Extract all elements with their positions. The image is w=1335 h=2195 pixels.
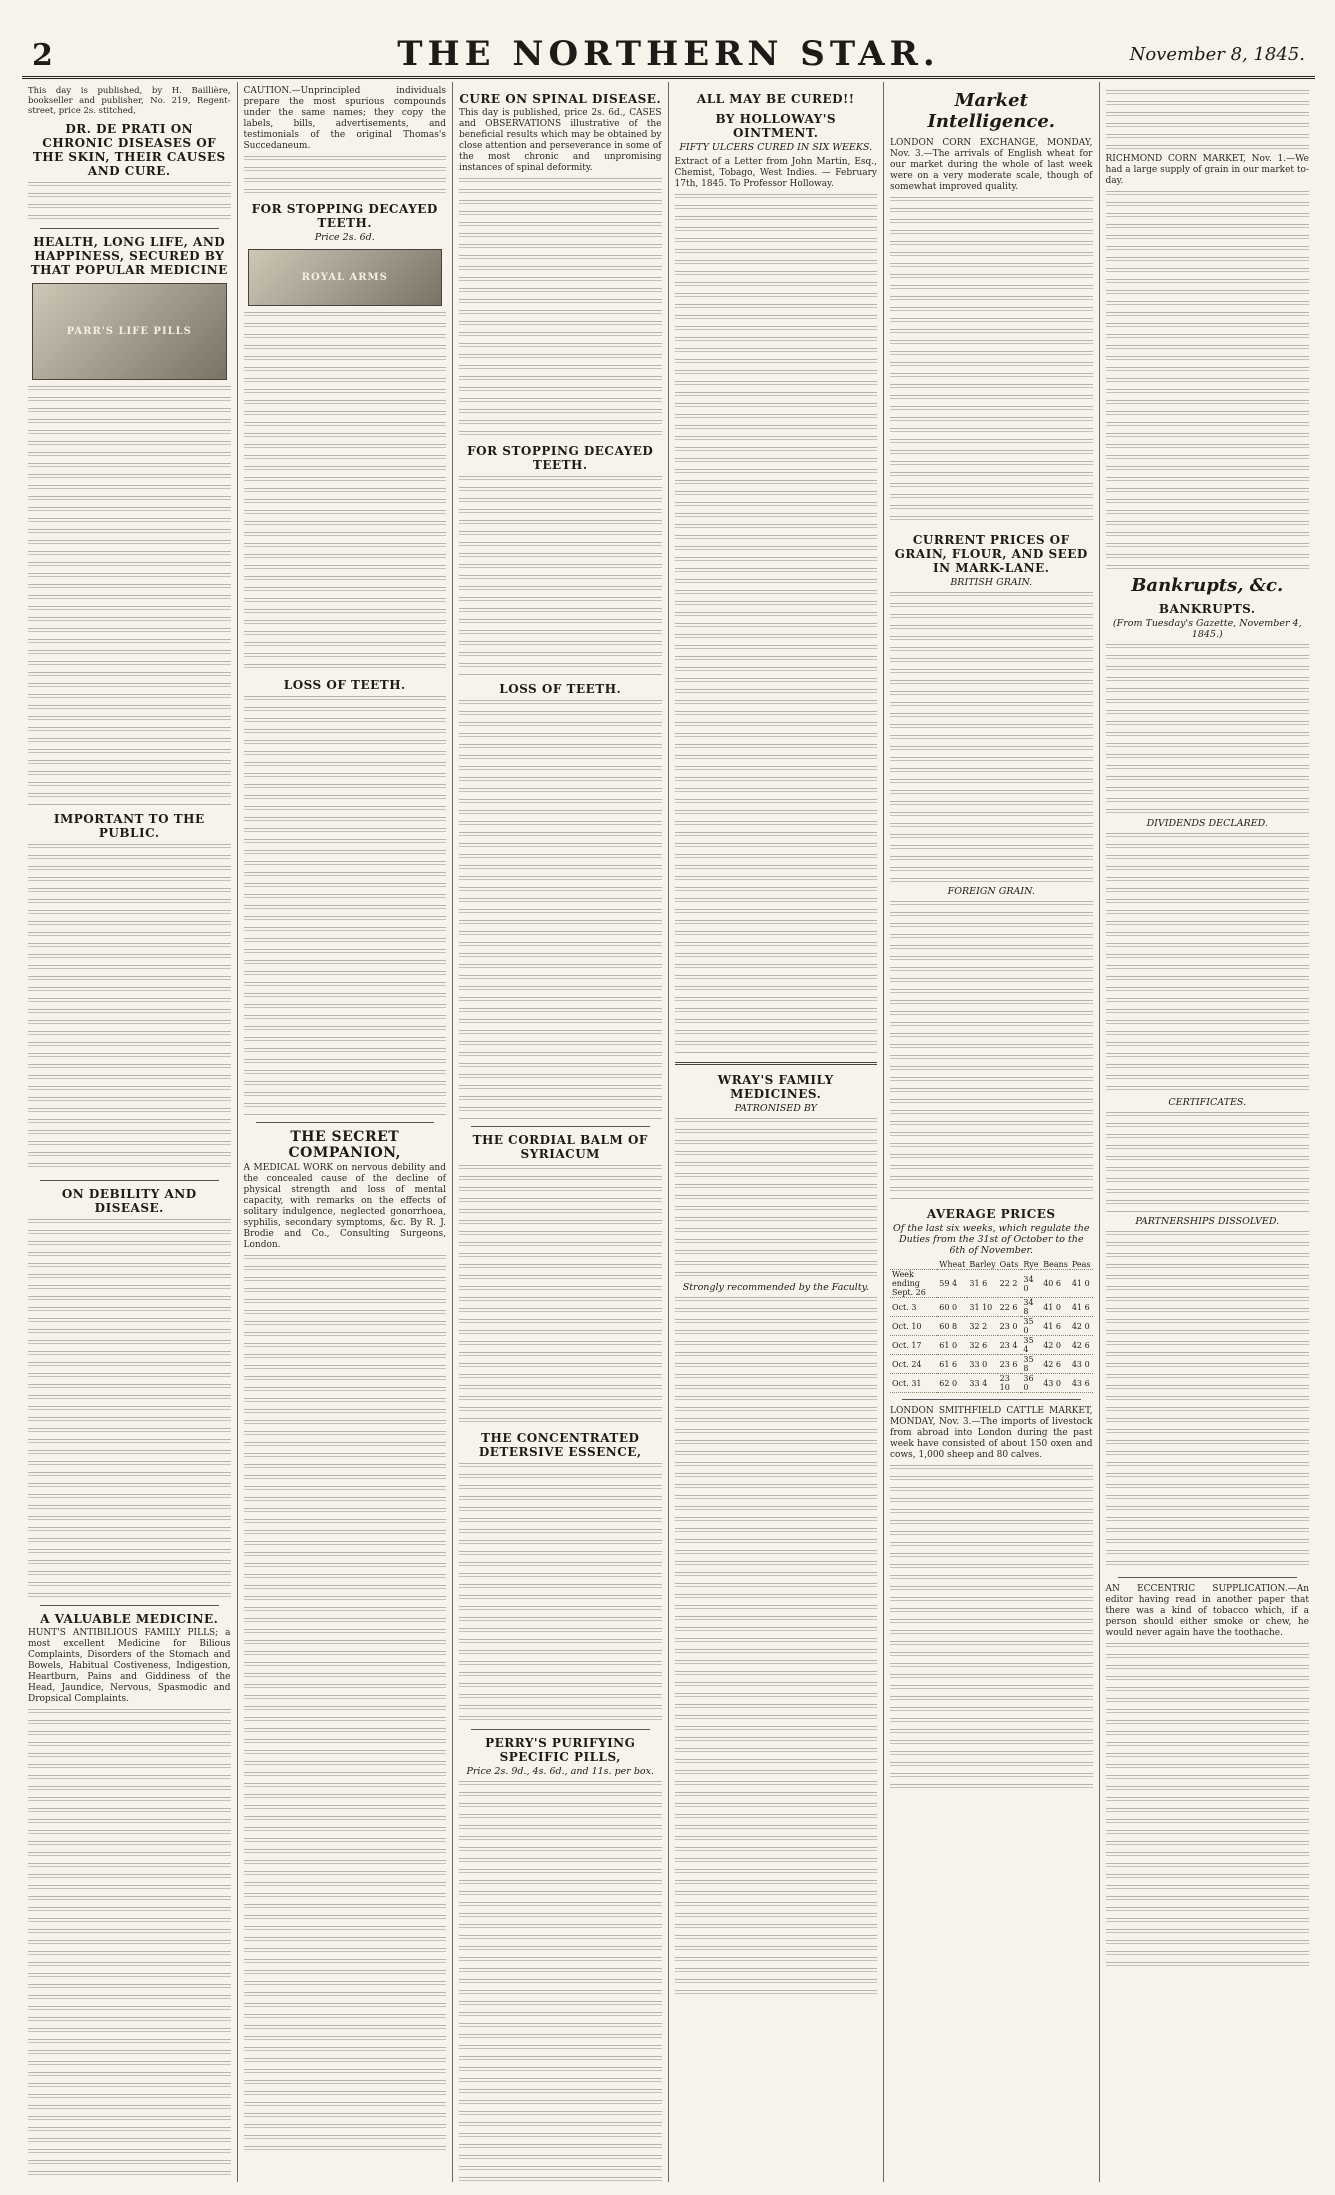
table-subheading: Of the last six weeks, which regulate the Duties from the 31st of October to the 6th of November. xyxy=(893,1223,1090,1256)
ad-heading: BY HOLLOWAY'S OINTMENT. xyxy=(715,112,837,140)
newspaper-title: THE NORTHERN STAR. xyxy=(397,34,940,74)
table-row: Oct. 17 61 0 32 6 23 4 35 4 42 0 42 6 xyxy=(890,1336,1093,1355)
divider xyxy=(471,1126,650,1127)
divider xyxy=(40,1180,219,1181)
masthead xyxy=(22,30,1315,79)
table-header: Peas xyxy=(1070,1260,1093,1270)
ad-heading: A VALUABLE MEDICINE. xyxy=(40,1612,219,1626)
text-block xyxy=(459,476,662,676)
text-block xyxy=(890,1465,1093,1795)
text-block xyxy=(244,312,447,672)
column-6 xyxy=(1100,82,1316,2182)
ad-text: CAUTION.—Unprincipled individuals prepare the most spurious compounds under the same names; they copy the labels, bills, advertisements, and testimonials of the original Thomas's Succedaneum. xyxy=(243,86,446,151)
divider xyxy=(675,1062,878,1065)
list-subheading: CERTIFICATES. xyxy=(1168,1097,1247,1108)
table-header: Wheat xyxy=(939,1260,966,1269)
text-block xyxy=(28,182,231,222)
divider xyxy=(902,1399,1081,1400)
ad-heading: FOR STOPPING DECAYED TEETH. xyxy=(251,202,438,230)
ad-heading: PERRY'S PURIFYING SPECIFIC PILLS, xyxy=(485,1736,636,1764)
list-subheading: (From Tuesday's Gazette, November 4, 1845.) xyxy=(1112,618,1302,640)
divider xyxy=(471,1729,650,1730)
price-list xyxy=(1106,90,1310,150)
divider xyxy=(40,228,219,229)
text-block xyxy=(459,1463,662,1723)
column-5 xyxy=(884,82,1100,2182)
text-block xyxy=(1106,191,1310,571)
column-2 xyxy=(238,82,454,2182)
ad-heading: WRAY'S FAMILY MEDICINES. xyxy=(717,1073,834,1101)
columns xyxy=(22,82,1315,2182)
ad-heading: CURE ON SPINAL DISEASE. xyxy=(459,92,662,106)
ad-heading: THE CORDIAL BALM OF SYRIACUM xyxy=(472,1133,648,1161)
market-report: RICHMOND CORN MARKET, Nov. 1.—We had a large supply of grain in our market to-day. xyxy=(1105,154,1309,186)
table-subheading: FOREIGN GRAIN. xyxy=(947,886,1035,897)
table-header-row xyxy=(890,1260,1093,1270)
ad-subheading: FIFTY ULCERS CURED IN SIX WEEKS. xyxy=(679,142,873,153)
ad-subheading: PATRONISED BY xyxy=(734,1103,817,1114)
average-prices-table xyxy=(890,1260,1093,1393)
list-subheading: DIVIDENDS DECLARED. xyxy=(1146,818,1268,829)
woodcut-illustration: PARR'S LIFE PILLS xyxy=(32,283,227,380)
ad-subheading: Price 2s. 6d. xyxy=(314,232,375,243)
text-block xyxy=(28,1219,231,1599)
ad-heading: THE SECRET COMPANION, xyxy=(288,1129,402,1161)
table-header: Barley xyxy=(969,1260,996,1269)
text-block xyxy=(675,194,878,1054)
price-list xyxy=(890,901,1093,1201)
ad-text: This day is published, price 2s. 6d., CASES and OBSERVATIONS illustrative of the beneficial results which may be obtained by close attention and perseverance in some of the most chronic and unpromising instances of spinal deformity. xyxy=(459,108,662,173)
ad-text: HUNT'S ANTIBILIOUS FAMILY PILLS; a most excellent Medicine for Bilious Complaints, Disorders of the Stomach and Bowels, Habitual Costiveness, Indigestion, Heartburn, Pains and Giddiness of the Head, Jaundice, Nervous, Spasmodic and Dropsical Complaints. xyxy=(28,1628,231,1704)
text-block xyxy=(459,1781,662,2182)
text-block xyxy=(1106,1112,1310,1212)
table-row: Oct. 10 60 8 32 2 23 0 35 0 41 6 42 0 xyxy=(890,1317,1093,1336)
text-block xyxy=(244,156,447,196)
woodcut-illustration: ROYAL ARMS xyxy=(248,249,443,306)
table-heading: CURRENT PRICES OF GRAIN, FLOUR, AND SEED IN MARK-LANE. xyxy=(894,533,1088,575)
divider xyxy=(256,1122,435,1123)
divider xyxy=(40,1605,219,1606)
text-block xyxy=(459,1165,662,1425)
table-subheading: BRITISH GRAIN. xyxy=(950,577,1033,588)
list-subheading: PARTNERSHIPS DISSOLVED. xyxy=(1135,1216,1280,1227)
table-header: Oats xyxy=(998,1260,1022,1270)
text-block xyxy=(28,844,231,1174)
table-row: Oct. 31 62 0 33 4 23 10 36 0 43 0 43 6 xyxy=(890,1374,1093,1393)
ad-heading: THE CONCENTRATED DETERSIVE ESSENCE, xyxy=(478,1431,642,1459)
text-block xyxy=(244,696,447,1116)
text-block xyxy=(675,1297,878,1997)
news-paragraph: AN ECCENTRIC SUPPLICATION.—An editor having read in another paper that there was a kind of tobacco which, if a person should either smoke or chew, he would never again have the toothache. xyxy=(1105,1584,1309,1638)
text-block xyxy=(675,1118,878,1278)
column-intro: This day is published, by H. Baillière, bookseller and publisher, No. 219, Regent-street, price 2s. stitched, xyxy=(28,86,231,116)
list-heading: BANKRUPTS. xyxy=(1158,602,1256,616)
ad-subheading: Price 2s. 9d., 4s. 6d., and 11s. per box. xyxy=(466,1766,655,1777)
text-block xyxy=(1106,1643,1310,1973)
ad-heading: HEALTH, LONG LIFE, AND HAPPINESS, SECURED BY THAT POPULAR MEDICINE xyxy=(30,235,228,277)
price-list xyxy=(890,592,1093,882)
page-number: 2 xyxy=(32,38,53,73)
ad-text: A MEDICAL WORK on nervous debility and the concealed cause of the decline of physical strength and loss of mental capacity, with remarks on the effects of solitary indulgence, neglected gonorrhoea, syphilis, secondary symptoms, &c. By R. J. Brodie and Co., Consulting Surgeons, London. xyxy=(243,1163,446,1250)
ad-heading: FOR STOPPING DECAYED TEETH. xyxy=(467,444,654,472)
ad-heading: IMPORTANT TO THE PUBLIC. xyxy=(53,812,205,840)
table-header: Beans xyxy=(1043,1260,1068,1269)
ad-text: Extract of a Letter from John Martin, Esq., Chemist, Tobago, West Indies. — February 17th, 1845. To Professor Holloway. xyxy=(674,157,877,189)
section-heading: Bankrupts, &c. xyxy=(1131,575,1284,596)
text-block xyxy=(28,1709,231,2182)
table-heading: AVERAGE PRICES xyxy=(926,1207,1056,1221)
ad-heading: LOSS OF TEETH. xyxy=(499,682,622,696)
table-header: Rye xyxy=(1021,1260,1041,1270)
column-1 xyxy=(22,82,238,2182)
text-block xyxy=(244,1255,447,2155)
text-block xyxy=(1106,1231,1310,1571)
book-title: DR. DE PRATI ON CHRONIC DISEASES OF THE SKIN, THEIR CAUSES AND CURE. xyxy=(32,122,226,178)
text-block xyxy=(1106,833,1310,1093)
table-row: Oct. 24 61 6 33 0 23 6 35 8 42 6 43 0 xyxy=(890,1355,1093,1374)
text-block xyxy=(890,197,1093,527)
section-heading: Market Intelligence. xyxy=(927,90,1056,132)
issue-date: November 8, 1845. xyxy=(1129,44,1305,65)
ad-heading: ALL MAY BE CURED!! xyxy=(696,92,855,106)
text-block xyxy=(1106,644,1310,814)
text-block xyxy=(459,700,662,1120)
text-block xyxy=(459,178,662,438)
table-row: Oct. 3 60 0 31 10 22 6 34 8 41 0 41 6 xyxy=(890,1298,1093,1317)
text-block xyxy=(28,386,231,806)
ad-heading: LOSS OF TEETH. xyxy=(283,678,406,692)
divider xyxy=(1118,1577,1298,1578)
table-row: Week ending Sept. 26 59 4 31 6 22 2 34 0 40 6 41 0 xyxy=(890,1270,1093,1298)
ad-subheading: Strongly recommended by the Faculty. xyxy=(682,1282,869,1293)
market-report: LONDON CORN EXCHANGE, MONDAY, Nov. 3.—The arrivals of English wheat for our market during the whole of last week were on a very moderate scale, though of somewhat improved quality. xyxy=(890,138,1093,192)
market-report: LONDON SMITHFIELD CATTLE MARKET, MONDAY, Nov. 3.—The imports of livestock from abroad into London during the past week have consisted of about 150 oxen and cows, 1,000 sheep and 80 calves. xyxy=(890,1406,1093,1460)
ad-heading: ON DEBILITY AND DISEASE. xyxy=(61,1187,197,1215)
column-3 xyxy=(453,82,669,2182)
column-4 xyxy=(669,82,885,2182)
